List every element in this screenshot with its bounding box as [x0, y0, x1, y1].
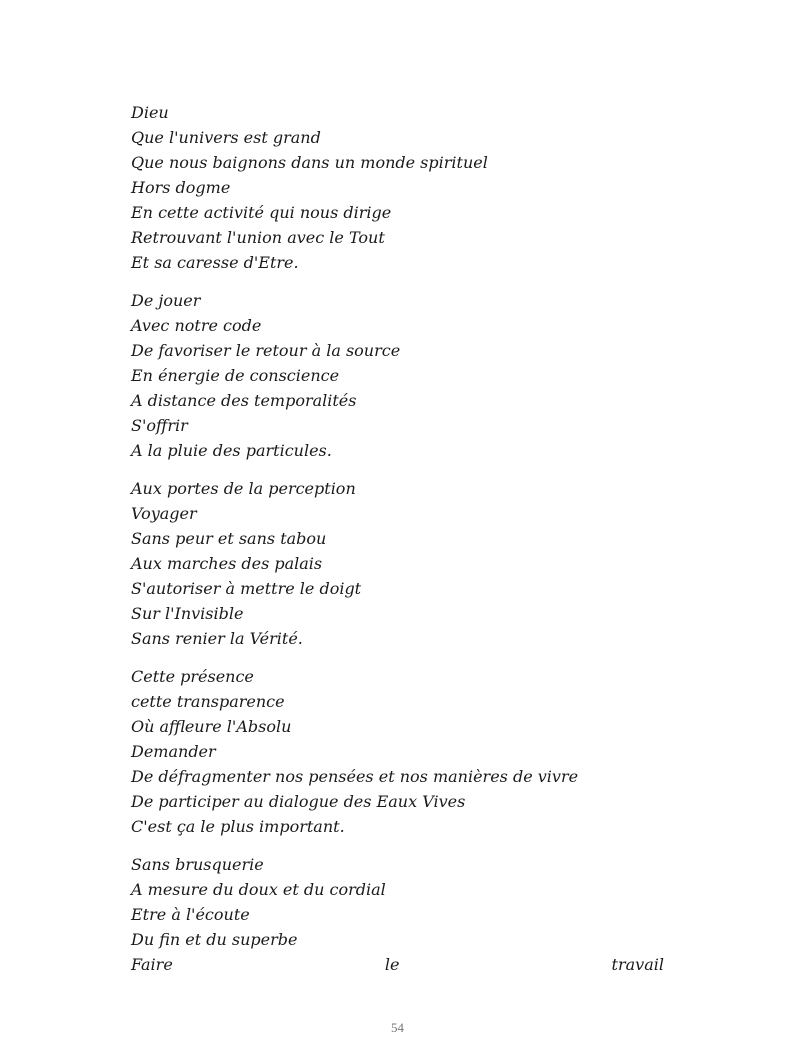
- poem-line: Que l'univers est grand: [131, 128, 321, 147]
- poem-line: Hors dogme: [131, 178, 231, 197]
- poem-line: En énergie de conscience: [131, 366, 340, 385]
- poem-line: De favoriser le retour à la source: [131, 341, 401, 360]
- poem-word: Faire: [131, 955, 173, 974]
- poem-line: Aux marches des palais: [131, 554, 323, 573]
- poem-line: Sur l'Invisible: [131, 604, 244, 623]
- poem-line: Etre à l'écoute: [131, 905, 250, 924]
- poem-line: Retrouvant l'union avec le Tout: [131, 228, 385, 247]
- poem-line: Dieu: [131, 103, 169, 122]
- poem-line-justified: [131, 952, 664, 977]
- poem-line: De jouer: [131, 291, 201, 310]
- poem-line: A mesure du doux et du cordial: [131, 880, 386, 899]
- stanza-4: [131, 664, 664, 839]
- poem-line: De participer au dialogue des Eaux Vives: [131, 792, 466, 811]
- poem-line: S'autoriser à mettre le doigt: [131, 579, 362, 598]
- poem-line: Et sa caresse d'Etre.: [131, 253, 299, 272]
- poem-word: le: [384, 955, 400, 974]
- poem-word: travail: [611, 955, 664, 974]
- poem-line: Du fin et du superbe: [131, 930, 298, 949]
- poem: [131, 100, 664, 990]
- poem-line: En cette activité qui nous dirige: [131, 203, 392, 222]
- poem-line: C'est ça le plus important.: [131, 817, 345, 836]
- stanza-2: [131, 288, 664, 463]
- poem-line: cette transparence: [131, 692, 285, 711]
- poem-line: A la pluie des particules.: [131, 441, 332, 460]
- stanza-1: [131, 100, 664, 275]
- poem-line: Aux portes de la perception: [131, 479, 356, 498]
- page-number: 54: [391, 1020, 404, 1035]
- poem-line: De défragmenter nos pensées et nos manières de vivre: [131, 767, 579, 786]
- poem-line: Cette présence: [131, 667, 254, 686]
- poem-line: Avec notre code: [131, 316, 262, 335]
- poem-line: Où affleure l'Absolu: [131, 717, 292, 736]
- poem-line: Sans peur et sans tabou: [131, 529, 327, 548]
- poem-line: Que nous baignons dans un monde spirituel: [131, 153, 488, 172]
- poem-line: Demander: [131, 742, 216, 761]
- stanza-3: [131, 476, 664, 651]
- poem-line: Sans renier la Vérité.: [131, 629, 303, 648]
- poem-line: S'offrir: [131, 416, 188, 435]
- poem-line: Sans brusquerie: [131, 855, 264, 874]
- poem-line: Voyager: [131, 504, 197, 523]
- stanza-5: [131, 852, 664, 977]
- poem-line: A distance des temporalités: [131, 391, 357, 410]
